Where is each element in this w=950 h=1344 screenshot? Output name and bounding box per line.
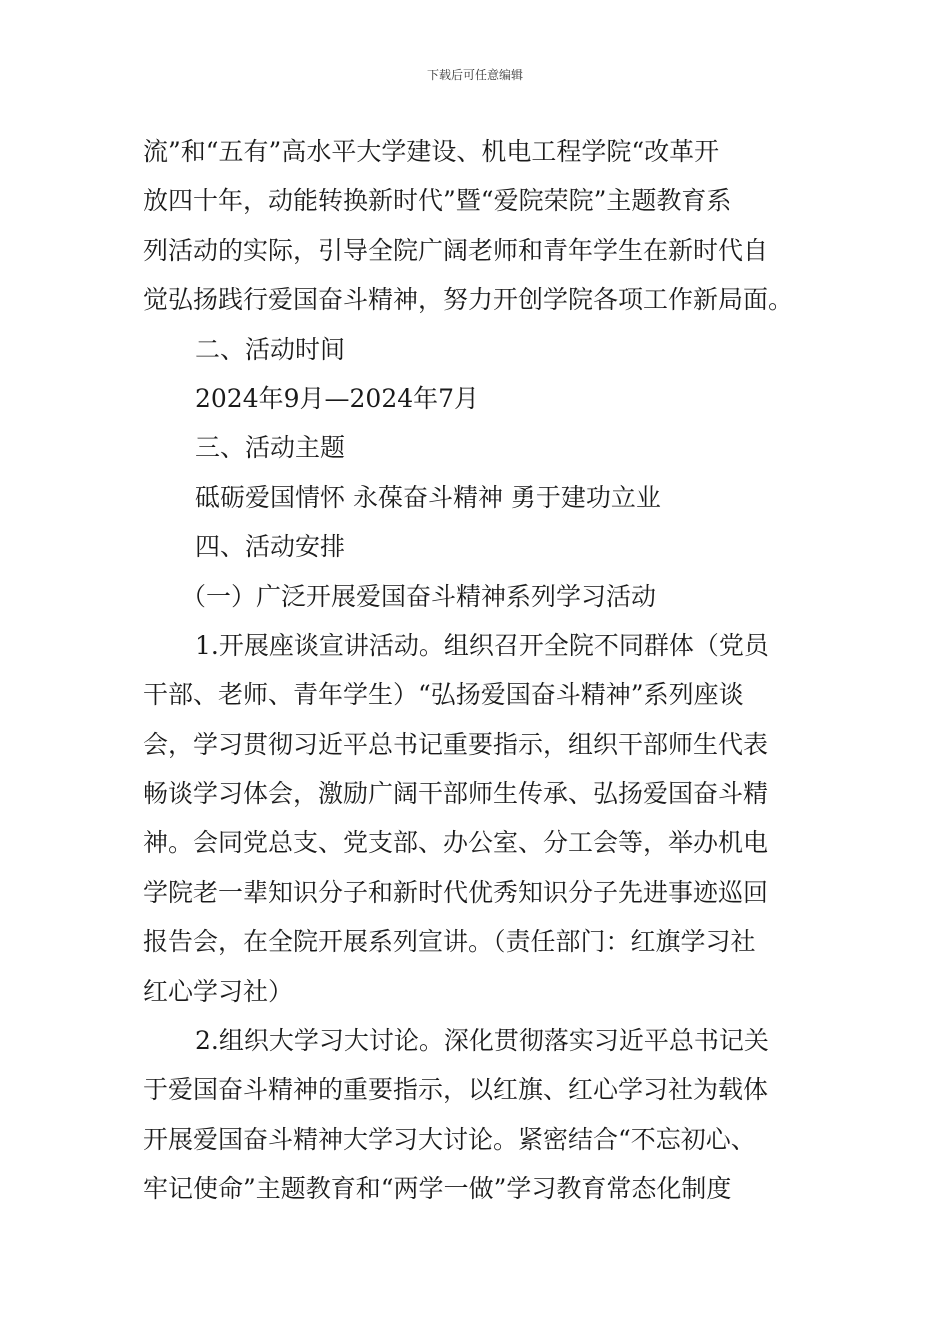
text-line: （一）广泛开展爱国奋斗精神系列学习活动 <box>181 581 657 611</box>
text-line: 二、活动时间 <box>195 334 346 364</box>
page-header: 下载后可任意编辑 <box>426 68 523 82</box>
text-line: 神。会同党总支、党支部、办公室、分工会等，举办机电 <box>143 828 769 858</box>
text-line: 牢记使命”主题教育和“两学一做”学习教育常态化制度 <box>143 1174 732 1204</box>
text-line: 红心学习社） <box>143 976 294 1006</box>
text-line: 干部、老师、青年学生）“弘扬爱国奋斗精神”系列座谈 <box>143 680 744 710</box>
text-line: 畅谈学习体会，激励广阔干部师生传承、弘扬爱国奋斗精 <box>143 779 769 809</box>
text-line: 列活动的实际，引导全院广阔老师和青年学生在新时代自 <box>143 235 769 265</box>
text-line: 会，学习贯彻习近平总书记重要指示，组织干部师生代表 <box>143 729 769 759</box>
text-line: 放四十年，动能转换新时代”暨“爱院荣院”主题教育系 <box>143 186 732 216</box>
text-line: 砥砺爱国情怀 永葆奋斗精神 勇于建功立业 <box>195 482 661 512</box>
text-line: 报告会，在全院开展系列宣讲。（责任部门：红旗学习社 <box>143 927 756 957</box>
text-line: 觉弘扬践行爱国奋斗精神，努力开创学院各项工作新局面。 <box>143 285 794 315</box>
text-line: 流”和“五有”高水平大学建设、机电工程学院“改革开 <box>143 137 720 166</box>
text-line: 2024年9月—2024年7月 <box>195 383 480 413</box>
text-line: 开展爱国奋斗精神大学习大讨论。紧密结合“不忘初心、 <box>143 1124 756 1154</box>
text-line: 于爱国奋斗精神的重要指示，以红旗、红心学习社为载体 <box>143 1075 769 1105</box>
text-line: 2.组织大学习大讨论。深化贯彻落实习近平总书记关 <box>195 1026 769 1056</box>
text-line: 三、活动主题 <box>195 433 346 463</box>
text-line: 四、活动安排 <box>195 532 346 562</box>
text-line: 1.开展座谈宣讲活动。组织召开全院不同群体（党员 <box>195 630 769 660</box>
text-line: 学院老一辈知识分子和新时代优秀知识分子先进事迹巡回 <box>143 877 769 907</box>
document-body <box>143 127 807 1214</box>
